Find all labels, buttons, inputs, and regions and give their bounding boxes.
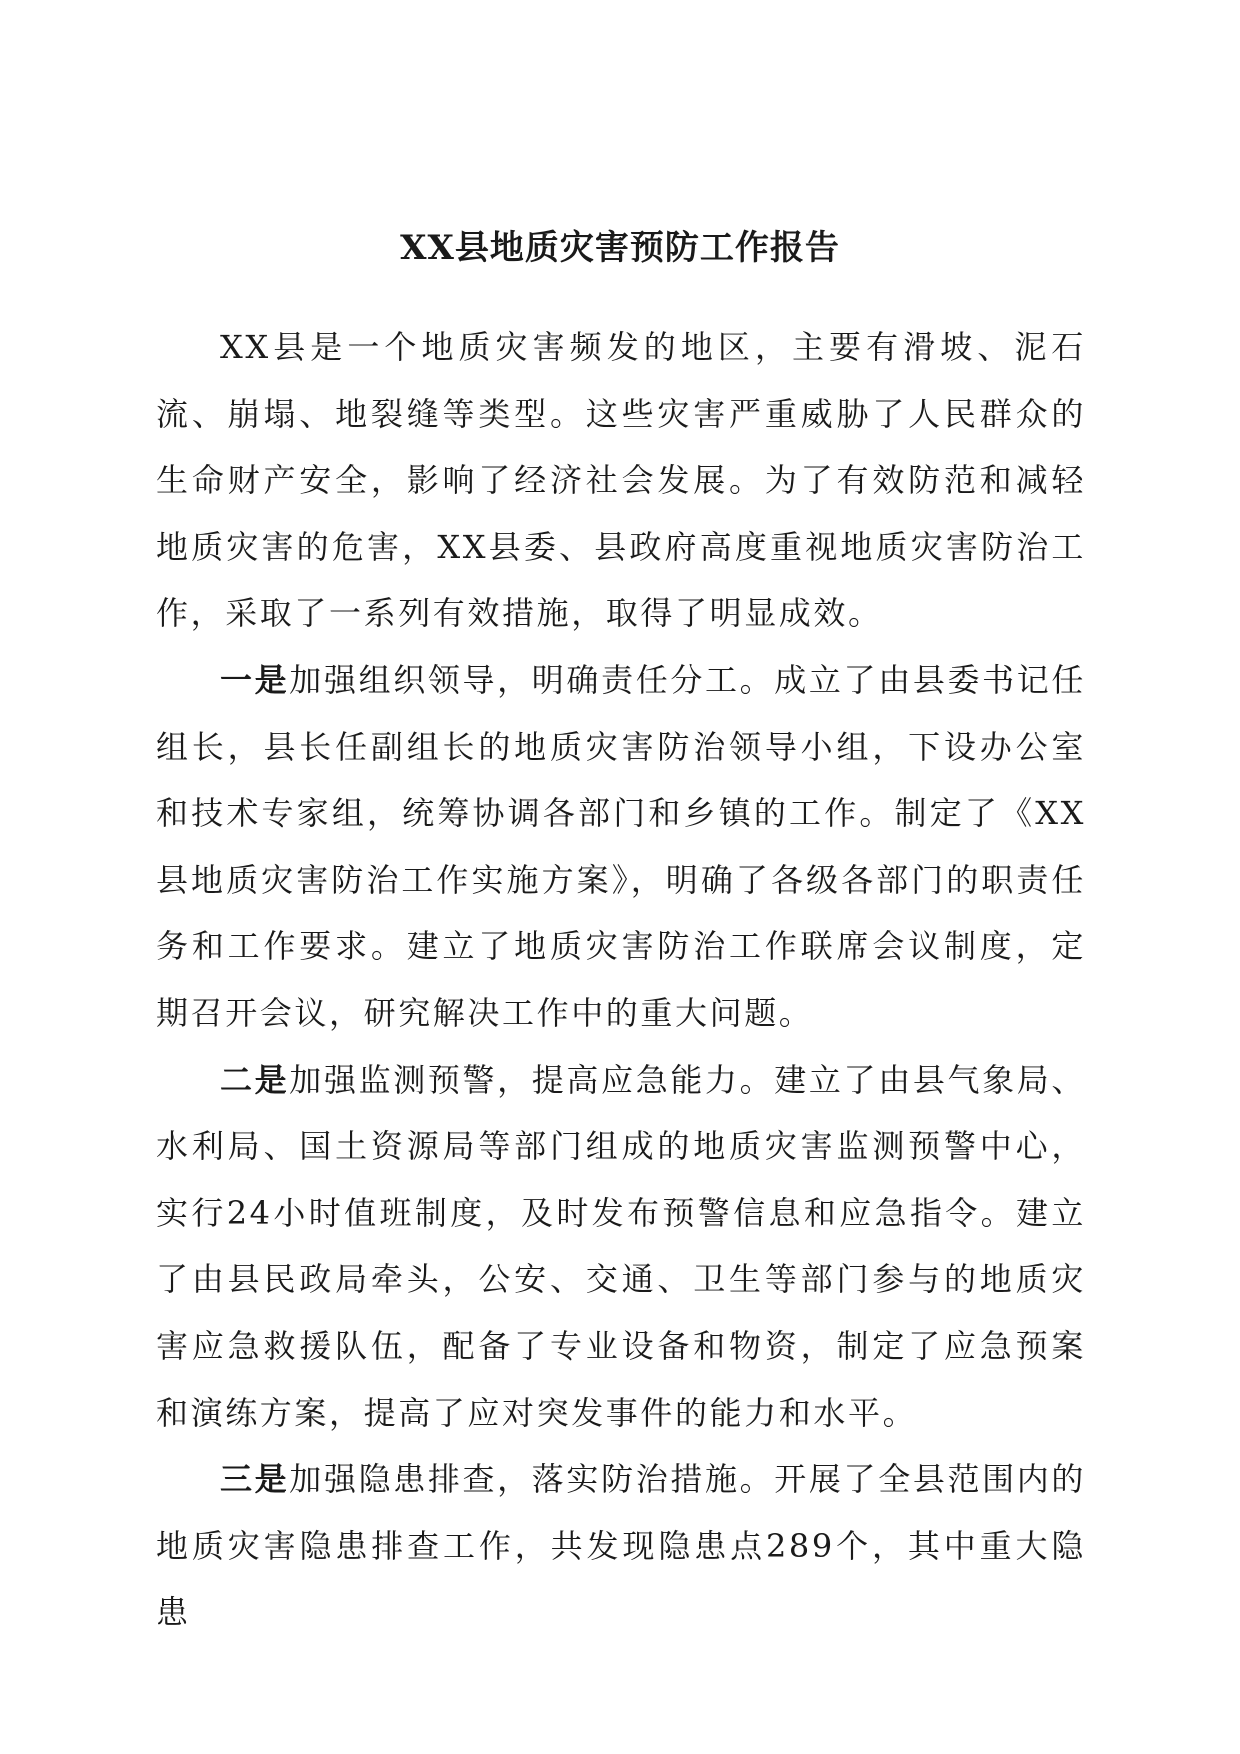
paragraph-point-2 — [156, 1047, 1086, 1447]
paragraph-lead: 三是 — [220, 1460, 290, 1499]
paragraph-point-1 — [156, 647, 1086, 1047]
paragraph-intro — [156, 314, 1086, 647]
paragraph-text: 加强隐患排查，落实防治措施。开展了全县范围内的地质灾害隐患排查工作，共发现隐患点289个，其中重大隐患 — [156, 1460, 1087, 1632]
document-body — [156, 314, 1086, 1646]
paragraph-point-3 — [156, 1446, 1086, 1646]
document-title: XX县地质灾害预防工作报告 — [400, 228, 840, 268]
paragraph-lead: 二是 — [220, 1060, 290, 1099]
paragraph-text: 加强组织领导，明确责任分工。成立了由县委书记任组长，县长任副组长的地质灾害防治领导小组，下设办公室和技术专家组，统筹协调各部门和乡镇的工作。制定了《XX县地质灾害防治工作实施方案》，明确了各级各部门的职责任务和工作要求。建立了地质灾害防治工作联席会议制度，定期召开会议，研究解决工作中的重大问题。 — [156, 660, 1087, 1032]
paragraph-lead: 一是 — [220, 660, 290, 699]
paragraph-text: 加强监测预警，提高应急能力。建立了由县气象局、水利局、国土资源局等部门组成的地质灾害监测预警中心，实行24小时值班制度，及时发布预警信息和应急指令。建立了由县民政局牵头，公安、交通、卫生等部门参与的地质灾害应急救援队伍，配备了专业设备和物资，制定了应急预案和演练方案，提高了应对突发事件的能力和水平。 — [156, 1060, 1087, 1432]
paragraph-text: XX县是一个地质灾害频发的地区，主要有滑坡、泥石流、崩塌、地裂缝等类型。这些灾害严重威胁了人民群众的生命财产安全，影响了经济社会发展。为了有效防范和减轻地质灾害的危害，XX县委、县政府高度重视地质灾害防治工作，采取了一系列有效措施，取得了明显成效。 — [156, 328, 1086, 633]
